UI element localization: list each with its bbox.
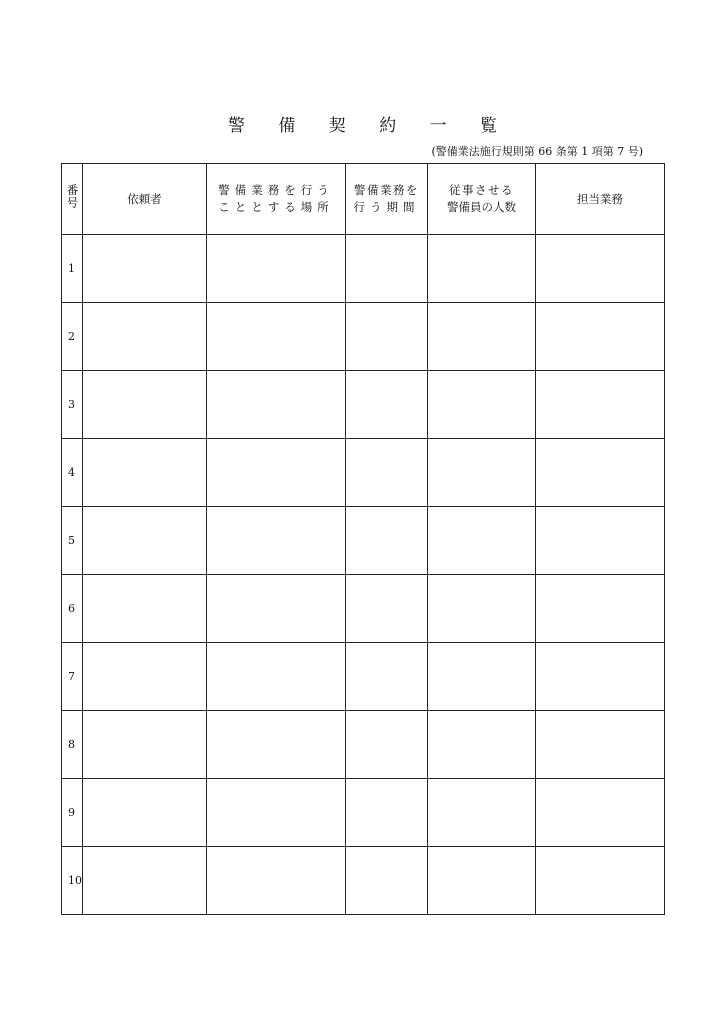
header-duty-label: 担当業務 [577,191,623,206]
table-row [62,439,665,507]
guard-count-cell[interactable] [428,779,536,847]
period-cell[interactable] [346,235,428,303]
guard-count-cell[interactable] [428,847,536,915]
location-cell[interactable] [207,847,346,915]
client-cell[interactable] [83,643,207,711]
header-number [62,164,83,235]
period-cell[interactable] [346,439,428,507]
period-cell[interactable] [346,575,428,643]
row-number: 5 [62,507,83,575]
location-cell[interactable] [207,779,346,847]
location-cell[interactable] [207,575,346,643]
header-client [83,164,207,235]
table-row [62,303,665,371]
duty-cell[interactable] [536,439,665,507]
duty-cell[interactable] [536,779,665,847]
duty-cell[interactable] [536,643,665,711]
document-title: 警 備 契 約 一 覧 [227,116,512,136]
header-period [346,164,428,235]
table-row [62,507,665,575]
period-cell[interactable] [346,779,428,847]
table-row [62,235,665,303]
header-location-line-2: こととする場所 [218,200,334,214]
header-guard-count-line-2: 警備員の人数 [447,200,516,214]
period-cell[interactable] [346,711,428,779]
guard-count-cell[interactable] [428,235,536,303]
client-cell[interactable] [83,439,207,507]
row-number: 9 [62,779,83,847]
guard-count-cell[interactable] [428,507,536,575]
client-cell[interactable] [83,303,207,371]
row-number: 7 [62,643,83,711]
row-number: 2 [62,303,83,371]
row-number: 6 [62,575,83,643]
client-cell[interactable] [83,235,207,303]
location-cell[interactable] [207,371,346,439]
row-number: 10 [62,847,83,915]
location-cell[interactable] [207,711,346,779]
header-location [207,164,346,235]
period-cell[interactable] [346,507,428,575]
table-row [62,371,665,439]
duty-cell[interactable] [536,371,665,439]
header-guard-count-line-1: 従事させる [449,183,514,197]
header-period-line-1: 警備業務を [354,183,419,197]
guard-count-cell[interactable] [428,575,536,643]
guard-count-cell[interactable] [428,643,536,711]
period-cell[interactable] [346,643,428,711]
duty-cell[interactable] [536,507,665,575]
client-cell[interactable] [83,779,207,847]
table-row [62,779,665,847]
period-cell[interactable] [346,371,428,439]
duty-cell[interactable] [536,235,665,303]
table-row [62,847,665,915]
period-cell[interactable] [346,303,428,371]
row-number: 4 [62,439,83,507]
header-number-label: 番号 [65,184,80,209]
location-cell[interactable] [207,235,346,303]
row-number: 1 [62,235,83,303]
duty-cell[interactable] [536,847,665,915]
header-row [62,164,665,235]
location-cell[interactable] [207,303,346,371]
duty-cell[interactable] [536,303,665,371]
client-cell[interactable] [83,711,207,779]
header-duty [536,164,665,235]
table-row [62,575,665,643]
guard-count-cell[interactable] [428,711,536,779]
legal-reference: (警備業法施行規則第 66 条第 1 項第 7 号) [431,145,643,158]
guard-count-cell[interactable] [428,371,536,439]
security-contract-table [61,163,665,915]
row-number: 3 [62,371,83,439]
row-number: 8 [62,711,83,779]
header-client-label: 依頼者 [127,191,162,206]
location-cell[interactable] [207,643,346,711]
period-cell[interactable] [346,847,428,915]
client-cell[interactable] [83,575,207,643]
location-cell[interactable] [207,507,346,575]
table-row [62,643,665,711]
guard-count-cell[interactable] [428,439,536,507]
duty-cell[interactable] [536,575,665,643]
header-guard-count [428,164,536,235]
client-cell[interactable] [83,507,207,575]
table-row [62,711,665,779]
location-cell[interactable] [207,439,346,507]
guard-count-cell[interactable] [428,303,536,371]
header-location-line-1: 警備業務を行う [218,183,334,197]
client-cell[interactable] [83,847,207,915]
duty-cell[interactable] [536,711,665,779]
table-body [62,235,665,915]
header-period-line-2: 行う期間 [353,200,420,214]
client-cell[interactable] [83,371,207,439]
